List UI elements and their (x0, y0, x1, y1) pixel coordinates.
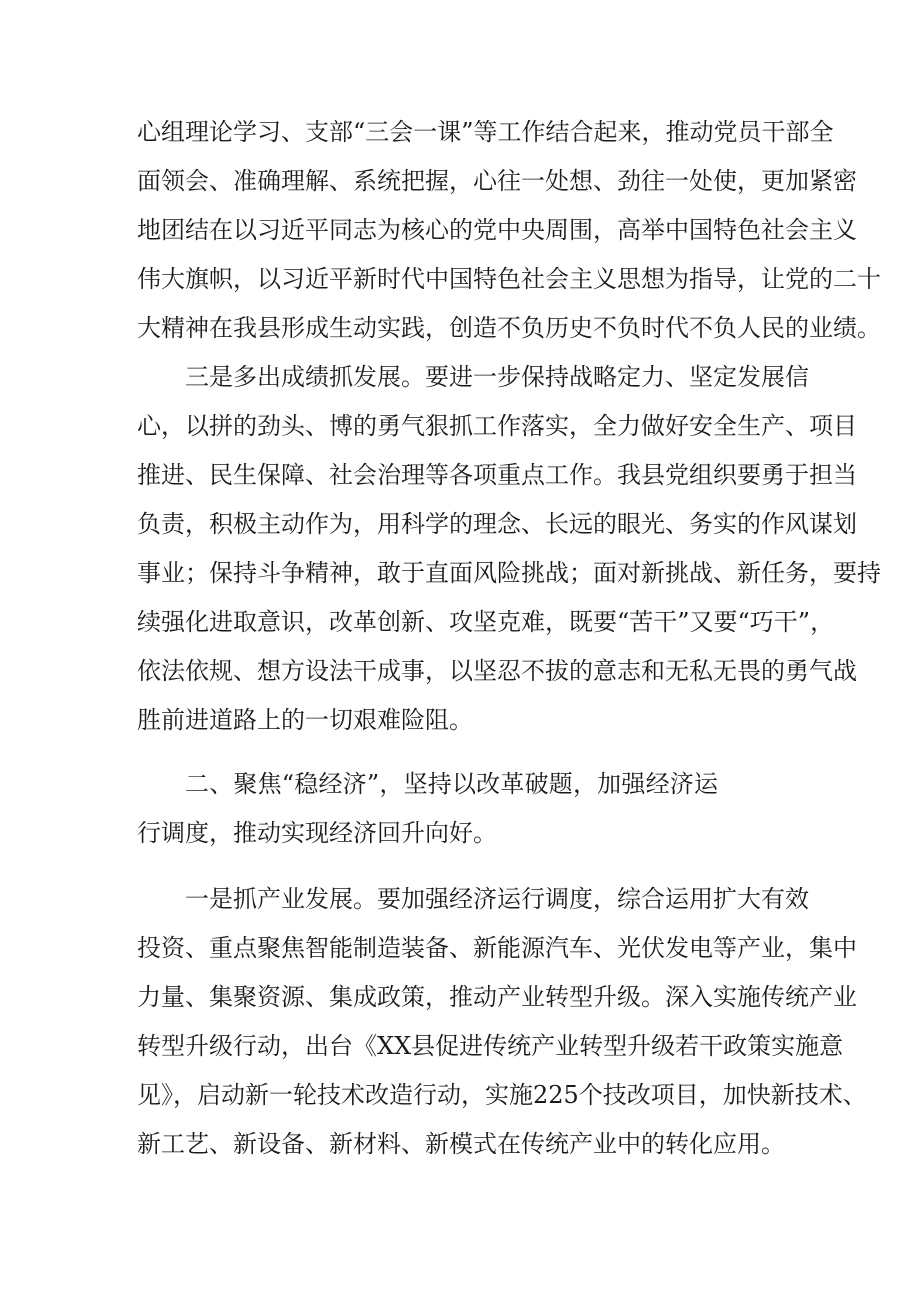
text-line: 依法依规、想方设法干成事，以坚忍不拔的意志和无私无畏的勇气战 (137, 657, 857, 685)
text-line: 面领会、准确理解、系统把握，心往一处想、劲往一处使，更加紧密 (137, 167, 857, 195)
text-line: 心，以拼的劲头、博的勇气狠抓工作落实，全力做好安全生产、项目 (137, 412, 857, 440)
text-line: 投资、重点聚焦智能制造装备、新能源汽车、光伏发电等产业，集中 (137, 934, 857, 962)
text-line: 大精神在我县形成生动实践，创造不负历史不负时代不负人民的业绩。 (137, 314, 881, 342)
text-line: 推进、民生保障、社会治理等各项重点工作。我县党组织要勇于担当 (137, 461, 857, 489)
text-line: 见》，启动新一轮技术改造行动，实施225个技改项目，加快新技术、 (137, 1081, 867, 1109)
text-line: 力量、集聚资源、集成政策，推动产业转型升级。深入实施传统产业 (137, 983, 857, 1011)
text-line: 一是抓产业发展。要加强经济运行调度，综合运用扩大有效 (185, 885, 809, 913)
text-line: 伟大旗帜，以习近平新时代中国特色社会主义思想为指导，让党的二十 (137, 265, 881, 293)
section-heading: 二、聚焦“稳经济”，坚持以改革破题，加强经济运 (185, 770, 718, 798)
text-line: 地团结在以习近平同志为核心的党中央周围，高举中国特色社会主义 (137, 216, 857, 244)
text-line: 负责，积极主动作为，用科学的理念、长远的眼光、务实的作风谋划 (137, 510, 857, 538)
text-line: 事业；保持斗争精神，敢于直面风险挑战；面对新挑战、新任务，要持 (137, 559, 881, 587)
text-line: 心组理论学习、支部“三会一课”等工作结合起来，推动党员干部全 (137, 118, 834, 146)
text-line: 转型升级行动，出台《XX县促进传统产业转型升级若干政策实施意 (137, 1032, 844, 1060)
section-heading: 行调度，推动实现经济回升向好。 (137, 819, 497, 847)
text-line: 新工艺、新设备、新材料、新模式在传统产业中的转化应用。 (137, 1130, 785, 1158)
text-line: 续强化进取意识，改革创新、攻坚克难，既要“苦干”又要“巧干”， (137, 608, 835, 636)
text-line: 胜前进道路上的一切艰难险阻。 (137, 706, 473, 734)
text-line: 三是多出成绩抓发展。要进一步保持战略定力、坚定发展信 (185, 363, 809, 391)
